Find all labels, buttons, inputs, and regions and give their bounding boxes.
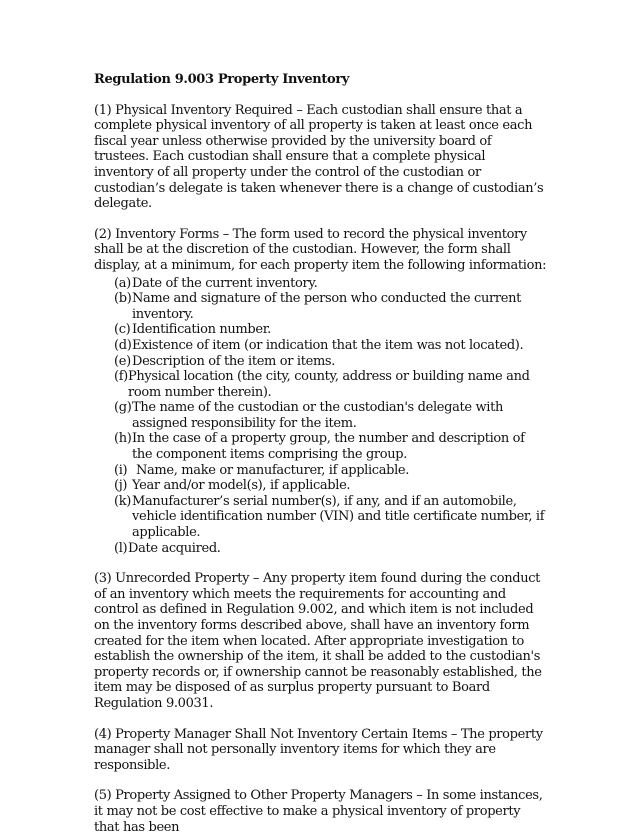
paragraph-inventory-forms: (2) Inventory Forms – The form used to record the physical inventory shall be at the discretion of the custodian. However, the form shall display, at a minimum, for each property item the following information:: [94, 226, 547, 273]
paragraph-property-manager: (4) Property Manager Shall Not Inventory Certain Items – The property manager shall not personally inventory items for which they are responsible.: [94, 726, 543, 773]
list-item: [114, 400, 548, 431]
list-item: [114, 463, 548, 479]
list-item-text: Identification number.: [132, 322, 271, 338]
list-item-text: Manufacturer’s serial number(s), if any, and if an automobile, vehicle identification number (VIN) and title certificate number, if applicable.: [132, 493, 545, 541]
list-item-text: Date of the current inventory.: [132, 275, 318, 291]
list-item-label: (k): [114, 493, 131, 509]
list-item: [114, 494, 548, 541]
list-item-label: (b): [114, 291, 132, 307]
list-item-text: Physical location (the city, county, address or building name and room number therein).: [128, 369, 530, 400]
list-item-text: In the case of a property group, the number and description of the component items comprising the group.: [132, 431, 525, 463]
list-item-label: (l): [114, 540, 128, 556]
list-item: [114, 276, 548, 292]
list-item: [114, 369, 548, 400]
list-item-label: (g): [114, 400, 132, 416]
required-information-list: [114, 276, 548, 557]
paragraph-property-assigned: (5) Property Assigned to Other Property Managers – In some instances, it may not be cost effective to make a physical inventory of property that has been: [94, 788, 543, 835]
list-item: [114, 541, 548, 557]
list-item: [114, 431, 548, 462]
document-title: Regulation 9.003 Property Inventory: [94, 72, 350, 87]
list-item-label: (i): [114, 462, 128, 478]
list-item-text: The name of the custodian or the custodian's delegate with assigned responsibility for the item.: [132, 400, 503, 431]
list-item-label: (a): [114, 275, 131, 291]
list-item: [114, 478, 548, 494]
list-item-label: (f): [114, 369, 128, 385]
list-item: [114, 291, 548, 322]
list-item-label: (e): [114, 353, 131, 369]
list-item-label: (c): [114, 322, 131, 338]
paragraph-physical-inventory-required: (1) Physical Inventory Required – Each custodian shall ensure that a complete physical inventory of all property is taken at least once each fiscal year unless otherwise provided by the university board of trustees. Each custodian shall ensure that a complete physical inventory of all property under the control of the custodian or custodian’s delegate is taken whenever there is a change of custodian’s delegate.: [94, 102, 544, 212]
list-item-text: Name, make or manufacturer, if applicable.: [136, 462, 410, 478]
list-item-label: (d): [114, 337, 132, 353]
list-item: [114, 338, 548, 354]
list-item-text: Name and signature of the person who conducted the current inventory.: [132, 291, 521, 322]
paragraph-unrecorded-property: (3) Unrecorded Property – Any property item found during the conduct of an inventory which meets the requirements for accounting and control as defined in Regulation 9.002, and which item is not included on the inventory forms described above, shall have an inventory form created for the item when located. After appropriate investigation to establish the ownership of the item, it shall be added to the custodian's property records or, if ownership cannot be reasonably established, the item may be disposed of as surplus property pursuant to Board Regulation 9.0031.: [94, 571, 542, 711]
list-item-label: (j): [114, 478, 128, 494]
list-item-text: Year and/or model(s), if applicable.: [132, 478, 351, 494]
list-item-label: (h): [114, 431, 132, 447]
list-item-text: Date acquired.: [128, 540, 221, 556]
list-item-text: Existence of item (or indication that the item was not located).: [132, 337, 524, 353]
list-item: [114, 322, 548, 338]
list-item: [114, 354, 548, 370]
list-item-text: Description of the item or items.: [132, 353, 336, 369]
